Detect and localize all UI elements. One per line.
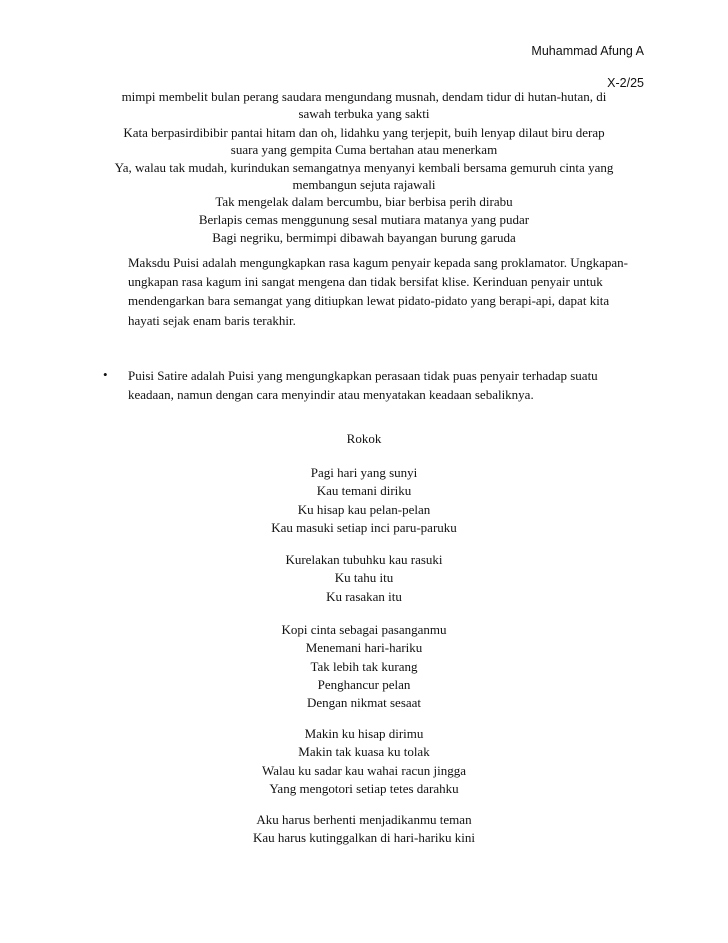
poem-line: mimpi membelit bulan perang saudara mengundang musnah, dendam tidur di hutan-hutan, di — [121, 89, 607, 104]
stanza — [0, 621, 728, 712]
poem-line: membangun sejuta rajawali — [292, 177, 436, 192]
verse-line: Kau masuki setiap inci paru-paruku — [271, 519, 457, 535]
poem-title: Rokok — [346, 431, 382, 446]
paragraph-line: keadaan, namun dengan cara menyindir atau menyatakan keadaan sebaliknya. — [128, 387, 534, 403]
verse-line: Aku harus berhenti menjadikanmu teman — [256, 812, 472, 827]
poem-line: suara yang gempita Cuma bertahan atau menerkam — [230, 142, 498, 157]
verse-line: Penghancur pelan — [317, 676, 411, 692]
verse-line: Kau temani diriku — [316, 483, 412, 499]
paragraph-line: mendengarkan bara semangat yang ditiupkan lewat pidato-pidato yang berapi-api, dapat kita — [128, 293, 610, 309]
paragraph-line: Puisi Satire adalah Puisi yang mengungkapkan perasaan tidak puas penyair terhadap suatu — [128, 368, 598, 383]
stanza — [0, 464, 728, 537]
verse-line: Menemani hari-hariku — [305, 640, 423, 656]
stanza — [0, 725, 728, 798]
verse-line: Ku hisap kau pelan-pelan — [297, 501, 431, 517]
verse-line: Yang mengotori setiap tetes darahku — [269, 780, 459, 796]
verse-line: Makin tak kuasa ku tolak — [298, 744, 430, 760]
poem-line: Kata berpasirdibibir pantai hitam dan oh, lidahku yang terjepit, buih lenyap dilaut biru derap — [123, 125, 605, 140]
stanza — [0, 811, 728, 848]
verse-line: Ku tahu itu — [334, 570, 394, 586]
satire-definition — [128, 366, 648, 404]
paragraph-line: hayati sejak enam baris terakhir. — [128, 312, 296, 328]
poem-line: Berlapis cemas menggunung sesal mutiara matanya yang pudar — [198, 212, 530, 227]
verse-line: Ku rasakan itu — [326, 588, 402, 604]
verse-line: Pagi hari yang sunyi — [310, 465, 418, 480]
paragraph-line: Maksdu Puisi adalah mengungkapkan rasa kagum penyair kepada sang proklamator. Ungkapan- — [128, 255, 628, 270]
verse-line: Walau ku sadar kau wahai racun jingga — [262, 762, 466, 778]
paragraph-line: ungkapan rasa kagum ini sangat mengena dan tidak bersifat klise. Kerinduan penyair untuk — [128, 274, 603, 290]
verse-line: Kurelakan tubuhku kau rasuki — [285, 552, 443, 567]
class-label: X-2/25 — [607, 76, 644, 90]
author-name: Muhammad Afung A — [531, 44, 644, 58]
verse-line: Kopi cinta sebagai pasanganmu — [281, 622, 447, 637]
bullet-marker: • — [103, 367, 108, 382]
stanza — [0, 551, 728, 606]
poem-line: Tak mengelak dalam bercumbu, biar berbisa perih dirabu — [215, 194, 513, 209]
verse-line: Kau harus kutinggalkan di hari-hariku kini — [252, 830, 476, 846]
poem-line: sawah terbuka yang sakti — [298, 106, 430, 121]
poem-line: Bagi negriku, bermimpi dibawah bayangan burung garuda — [212, 230, 516, 245]
explanation-paragraph — [128, 253, 648, 330]
verse-line: Dengan nikmat sesaat — [306, 695, 422, 711]
verse-line: Makin ku hisap dirimu — [304, 726, 424, 741]
verse-line: Tak lebih tak kurang — [310, 658, 418, 674]
poem-line: Ya, walau tak mudah, kurindukan semangatnya menyanyi kembali bersama gemuruh cinta yang — [114, 160, 614, 175]
